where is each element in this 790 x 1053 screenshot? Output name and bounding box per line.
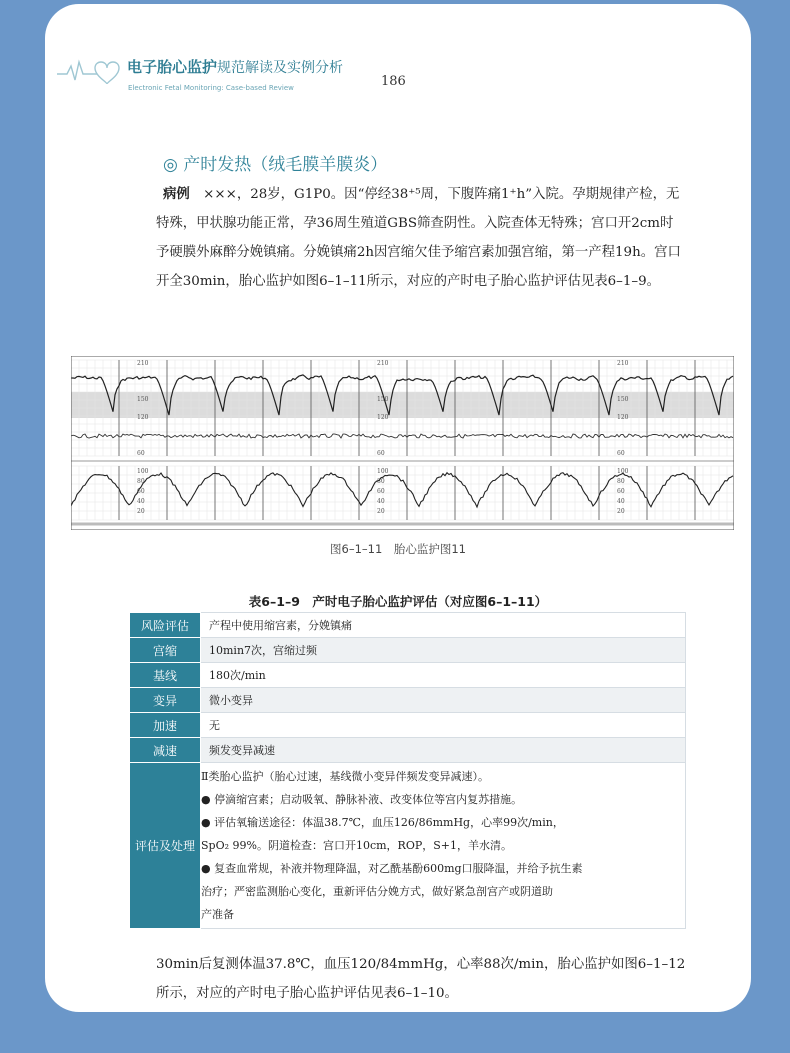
figure-caption: 图6–1–11 胎心监护图11 <box>330 542 466 556</box>
table-row <box>130 738 686 763</box>
uc-scale-label: 20 <box>377 508 385 515</box>
table-row-evaluation <box>130 763 686 929</box>
fhr-scale-label: 150 <box>137 396 149 403</box>
row-value: 180次/min <box>201 663 686 688</box>
uc-scale-label: 100 <box>617 468 629 475</box>
page-number: 186 <box>381 74 406 89</box>
header-title-main: 电子胎心监护 <box>127 58 218 76</box>
uc-scale-label: 60 <box>137 488 145 495</box>
row-key: 基线 <box>130 663 201 688</box>
fhr-scale-label: 210 <box>137 360 149 367</box>
eval-line: ● 评估氧输送途径：体温38.7℃，血压126/86mmHg，心率99次/min， <box>201 816 564 829</box>
row-key: 宫缩 <box>130 638 201 663</box>
eval-line: 治疗；严密监测胎心变化，重新评估分娩方式，做好紧急剖宫产或阴道助 <box>201 885 553 898</box>
fhr-scale-label: 60 <box>377 450 385 457</box>
row-key: 风险评估 <box>130 613 201 638</box>
row-key: 评估及处理 <box>130 763 201 929</box>
table-row <box>130 638 686 663</box>
table-title: 表6–1–9 产时电子胎心监护评估（对应图6–1–11） <box>248 594 548 609</box>
ctg-grid <box>71 360 734 524</box>
uc-scale-label: 60 <box>617 488 625 495</box>
row-value: 微小变异 <box>201 688 686 713</box>
table-row <box>130 663 686 688</box>
fhr-scale-label: 120 <box>617 414 629 421</box>
uc-scale-label: 40 <box>617 498 625 505</box>
eval-line: ● 复查血常规，补液并物理降温，对乙酰基酚600mg口服降温，并给予抗生素 <box>201 862 583 875</box>
fhr-scale-label: 120 <box>377 414 389 421</box>
uc-scale-label: 40 <box>377 498 385 505</box>
uc-scale-label: 60 <box>377 488 385 495</box>
uc-scale-label: 100 <box>137 468 149 475</box>
row-value: 产程中使用缩宫素，分娩镇痛 <box>201 613 686 638</box>
running-header-title <box>127 56 343 77</box>
header-title-sub: 规范解读及实例分析 <box>217 60 344 76</box>
fhr-scale-label: 120 <box>137 414 149 421</box>
evaluation-table <box>129 612 686 929</box>
fhr-scale-label: 60 <box>617 450 625 457</box>
fhr-scale-label: 150 <box>377 396 389 403</box>
maternal-hr-trace <box>71 434 733 438</box>
eval-line: ● 停滴缩宫素；启动吸氧、静脉补液、改变体位等宫内复苏措施。 <box>201 793 523 806</box>
row-key: 变异 <box>130 688 201 713</box>
row-value: 频发变异减速 <box>201 738 686 763</box>
fhr-scale-label: 210 <box>377 360 389 367</box>
case-paragraph <box>156 180 686 296</box>
header-english-title: Electronic Fetal Monitoring: Case-based Review <box>128 84 294 92</box>
book-page <box>45 4 751 1012</box>
evaluation-text <box>201 763 686 929</box>
fhr-scale-label: 60 <box>137 450 145 457</box>
row-key: 减速 <box>130 738 201 763</box>
table-row <box>130 688 686 713</box>
row-value: 无 <box>201 713 686 738</box>
eval-line: 产准备 <box>201 908 234 921</box>
uc-scale-label: 40 <box>137 498 145 505</box>
case-text: ×××，28岁，G1P0。因“停经38⁺⁵周，下腹阵痛1⁺h”入院。孕期规律产检，无特殊，甲状腺功能正常，孕36周生殖道GBS筛查阴性。入院查体无特殊；宫口开2cm时予硬膜外麻醉分娩镇痛。分娩镇痛2h因宫缩欠佳予缩宫素加强宫缩，第一产程19h。宫口开全30min，胎心监护如图6–1–11所示，对应的产时电子胎心监护评估见表6–1–9。 <box>156 187 681 289</box>
uc-scale-label: 100 <box>377 468 389 475</box>
table-row <box>130 713 686 738</box>
uc-scale-label: 80 <box>617 478 625 485</box>
uc-scale-label: 80 <box>377 478 385 485</box>
section-title: ◎ 产时发热（绒毛膜羊膜炎） <box>163 155 388 175</box>
case-label: 病例 <box>163 187 190 202</box>
followup-paragraph: 30min后复测体温37.8℃，血压120/84mmHg，心率88次/min，胎心监护如图6–1–12所示，对应的产时电子胎心监护评估见表6–1–10。 <box>156 957 686 1001</box>
ctg-tracing-figure <box>71 356 734 530</box>
row-key: 加速 <box>130 713 201 738</box>
eval-line: SpO₂ 99%。阴道检查：宫口开10cm，ROP，S+1，羊水清。 <box>201 839 512 852</box>
fhr-scale-label: 150 <box>617 396 629 403</box>
uc-scale-label: 20 <box>137 508 145 515</box>
row-value: 10min7次，宫缩过频 <box>201 638 686 663</box>
eval-line: Ⅱ类胎心监护（胎心过速，基线微小变异伴频发变异减速）。 <box>201 770 489 783</box>
uc-scale-label: 20 <box>617 508 625 515</box>
fhr-scale-label: 210 <box>617 360 629 367</box>
table-row <box>130 613 686 638</box>
uc-scale-label: 80 <box>137 478 145 485</box>
